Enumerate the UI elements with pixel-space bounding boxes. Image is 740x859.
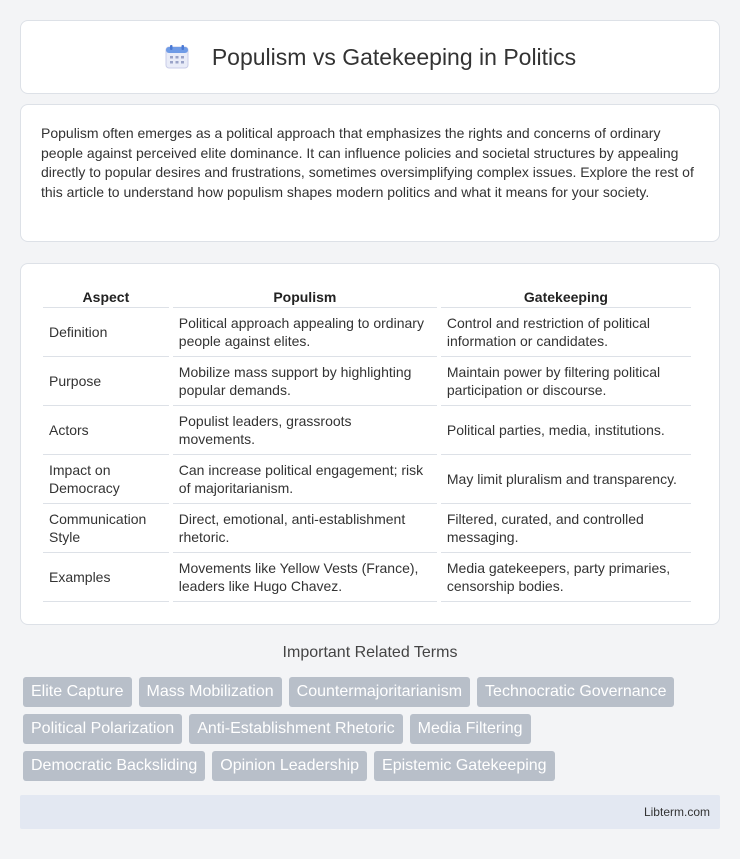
cell-aspect: Examples xyxy=(43,553,169,602)
table-header-row xyxy=(43,284,691,308)
related-terms-title: Important Related Terms xyxy=(282,644,458,661)
comparison-table-card xyxy=(20,263,720,625)
table-row xyxy=(43,357,691,406)
related-terms-tags xyxy=(23,677,723,788)
cell-populism: Direct, emotional, anti-establishment rhetoric. xyxy=(173,504,437,553)
cell-aspect: Communication Style xyxy=(43,504,169,553)
cell-aspect: Impact on Democracy xyxy=(43,455,169,504)
header-inner xyxy=(164,44,576,71)
footer xyxy=(20,795,720,829)
table-row xyxy=(43,308,691,357)
table-row xyxy=(43,406,691,455)
cell-gatekeeping: Political parties, media, institutions. xyxy=(441,406,691,455)
cell-gatekeeping: Control and restriction of political information or candidates. xyxy=(441,308,691,357)
header-populism: Populism xyxy=(173,284,437,308)
cell-populism: Can increase political engagement; risk of majoritarianism. xyxy=(173,455,437,504)
tag-countermajoritarianism[interactable]: Countermajoritarianism xyxy=(289,677,470,707)
cell-populism: Populist leaders, grassroots movements. xyxy=(173,406,437,455)
header-gatekeeping: Gatekeeping xyxy=(441,284,691,308)
header-card xyxy=(20,20,720,94)
tag-democratic-backsliding[interactable]: Democratic Backsliding xyxy=(23,751,205,781)
cell-aspect: Actors xyxy=(43,406,169,455)
cell-populism: Movements like Yellow Vests (France), leaders like Hugo Chavez. xyxy=(173,553,437,602)
calendar-icon xyxy=(164,44,190,70)
header-aspect: Aspect xyxy=(43,284,169,308)
intro-card xyxy=(20,104,720,242)
table-row xyxy=(43,455,691,504)
cell-gatekeeping: Filtered, curated, and controlled messaging. xyxy=(441,504,691,553)
cell-gatekeeping: Media gatekeepers, party primaries, censorship bodies. xyxy=(441,553,691,602)
tag-technocratic-governance[interactable]: Technocratic Governance xyxy=(477,677,674,707)
cell-gatekeeping: May limit pluralism and transparency. xyxy=(441,455,691,504)
tag-row xyxy=(23,714,723,744)
page-title: Populism vs Gatekeeping in Politics xyxy=(211,43,577,70)
tag-anti-establishment-rhetoric[interactable]: Anti-Establishment Rhetoric xyxy=(189,714,402,744)
tag-opinion-leadership[interactable]: Opinion Leadership xyxy=(212,751,367,781)
tag-mass-mobilization[interactable]: Mass Mobilization xyxy=(139,677,282,707)
tag-elite-capture[interactable]: Elite Capture xyxy=(23,677,132,707)
cell-gatekeeping: Maintain power by filtering political participation or discourse. xyxy=(441,357,691,406)
cell-populism: Political approach appealing to ordinary people against elites. xyxy=(173,308,437,357)
table-row xyxy=(43,553,691,602)
tag-row xyxy=(23,751,723,781)
table-row xyxy=(43,504,691,553)
cell-populism: Mobilize mass support by highlighting popular demands. xyxy=(173,357,437,406)
cell-aspect: Purpose xyxy=(43,357,169,406)
tag-political-polarization[interactable]: Political Polarization xyxy=(23,714,182,744)
comparison-table xyxy=(39,284,695,602)
tag-media-filtering[interactable]: Media Filtering xyxy=(410,714,531,744)
tag-epistemic-gatekeeping[interactable]: Epistemic Gatekeeping xyxy=(374,751,555,781)
intro-text: Populism often emerges as a political approach that emphasizes the rights and concerns of ordinary people against perceived elite dominance. It can influence policies and societal structures by appealing directly to popular desires and frustrations, sometimes oversimplifying complex issues. Explore the rest of this article to understand how populism shapes modern politics and what it means for your society. xyxy=(41,125,694,200)
footer-site-link[interactable]: Libterm.com xyxy=(643,805,710,819)
tag-row xyxy=(23,677,723,707)
cell-aspect: Definition xyxy=(43,308,169,357)
